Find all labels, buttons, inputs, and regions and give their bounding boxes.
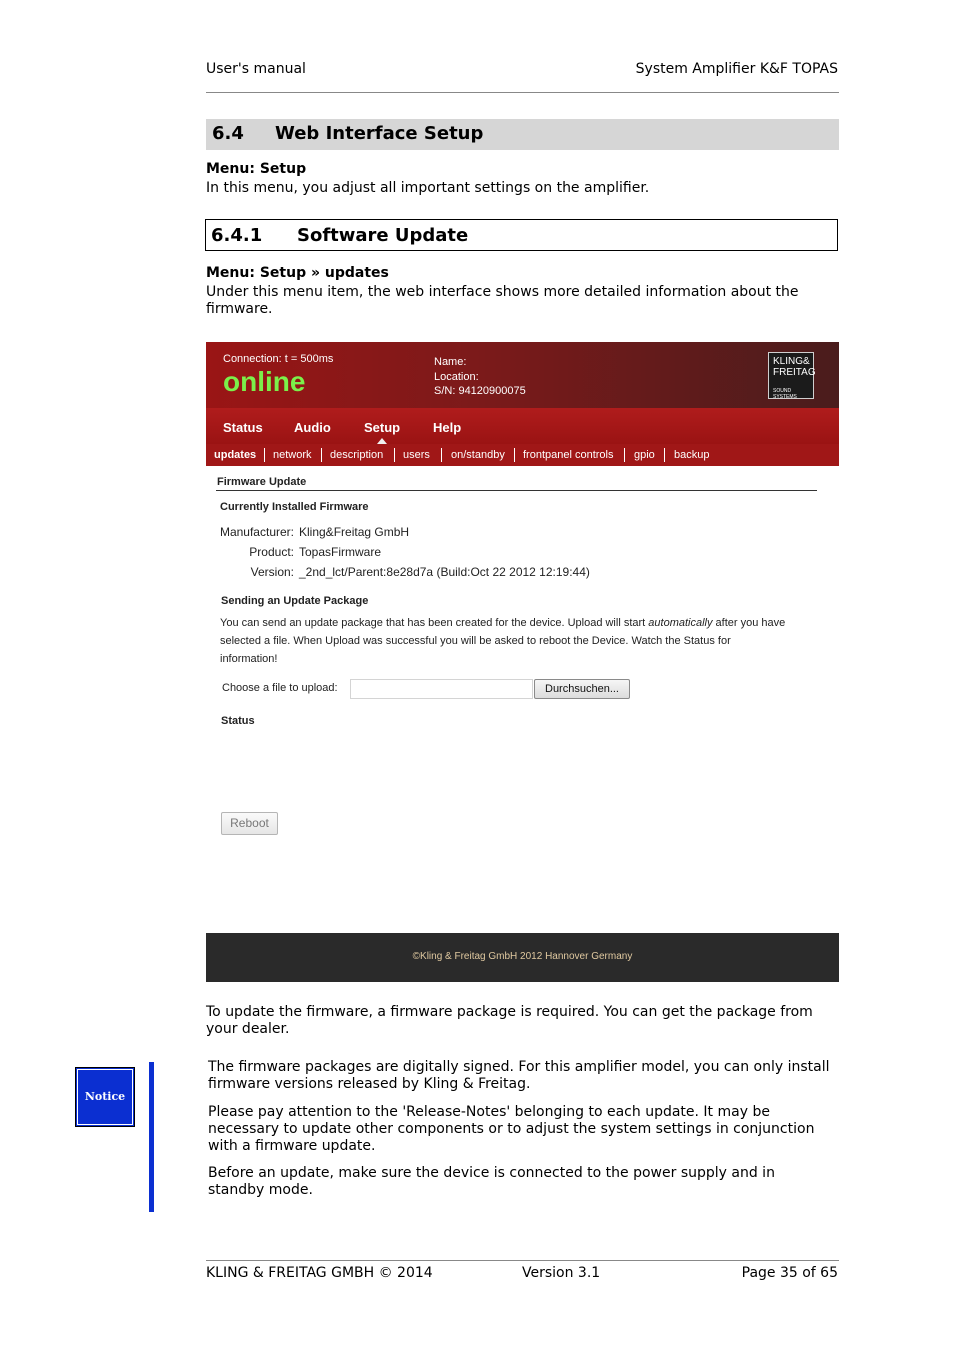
subnav-separator [441, 448, 442, 462]
notice-bar [149, 1062, 154, 1212]
device-name-label: Name: [434, 356, 467, 368]
footer-page-number: Page 35 of 65 [741, 1265, 838, 1281]
version-label: Version: [250, 565, 294, 579]
subnav-separator [664, 448, 665, 462]
header-product: System Amplifier K&F TOPAS [635, 61, 838, 77]
section-menu-label: Menu: Setup [206, 161, 307, 177]
update-requirement-text: To update the firmware, a firmware package is required. You can get the package from your dealer. [206, 1004, 813, 1037]
nav-tab-audio[interactable]: Audio [294, 420, 331, 435]
footer-company: KLING & FREITAG GMBH © 2014 [206, 1265, 433, 1281]
version-value: _2nd_lct/Parent:8e28d7a (Build:Oct 22 2012 12:19:44) [299, 565, 590, 579]
file-upload-input[interactable] [350, 679, 533, 699]
notice-label: Notice [84, 1090, 126, 1103]
online-indicator: online [223, 366, 306, 397]
section-title: Web Interface Setup [275, 123, 484, 144]
nav-tab-help[interactable]: Help [433, 420, 462, 435]
subnav-gpio[interactable]: gpio [634, 449, 655, 461]
notice-paragraph-1: The firmware packages are digitally signed. For this amplifier model, you can only install firmware versions released by Kling & Freitag. [208, 1059, 830, 1092]
sending-package-heading: Sending an Update Package [221, 595, 369, 607]
header-rule [206, 92, 839, 93]
sending-text-part-2: after you have [712, 617, 786, 629]
notice-paragraph-3: Before an update, make sure the device is connected to the power supply and in standby mode. [208, 1165, 775, 1198]
logo-line-3: SOUND SYSTEMS [773, 388, 797, 400]
section-number: 6.4 [212, 123, 244, 144]
header-doc-type: User's manual [206, 61, 306, 77]
subnav-updates[interactable]: updates [214, 449, 257, 461]
logo-line-2: FREITAG [773, 367, 816, 378]
logo-line-1: KLING& [773, 356, 810, 367]
subnav-description[interactable]: description [330, 449, 384, 461]
subsection-title: Software Update [297, 225, 469, 246]
web-footer [206, 933, 839, 982]
subnav-network[interactable]: network [273, 449, 312, 461]
installed-firmware-heading: Currently Installed Firmware [220, 501, 369, 513]
manufacturer-value: Kling&Freitag GmbH [299, 525, 410, 539]
manufacturer-label: Manufacturer: [219, 525, 294, 539]
subnav-separator [514, 448, 515, 462]
product-value: TopasFirmware [299, 545, 382, 559]
footer-rule [206, 1260, 839, 1261]
product-label: Product: [249, 545, 294, 559]
reboot-button[interactable]: Reboot [221, 812, 278, 835]
subnav-separator [394, 448, 395, 462]
notice-paragraph-2: Please pay attention to the 'Release-Notes' belonging to each update. It may be necessary to update other components or to adjust the system settings in conjunction with a firmware update. [208, 1104, 815, 1154]
sending-text-line-2: selected a file. When Upload was successful you will be asked to reboot the Device. Watch the Status for [220, 635, 731, 647]
panel-title-rule [216, 490, 817, 491]
choose-file-label: Choose a file to upload: [222, 682, 338, 694]
section-text: In this menu, you adjust all important settings on the amplifier. [206, 180, 650, 196]
sending-text-line-3: information! [220, 653, 278, 665]
sending-text-line-1 [220, 617, 785, 629]
subnav-separator [624, 448, 625, 462]
subsection-menu-label: Menu: Setup » updates [206, 265, 389, 281]
sending-text-part-1: You can send an update package that has been created for the device. Upload will start [220, 617, 649, 629]
browse-button[interactable]: Durchsuchen... [534, 679, 630, 699]
notice-badge [75, 1067, 135, 1127]
subsection-text: Under this menu item, the web interface shows more detailed information about the firmware. [206, 284, 799, 317]
subnav-backup[interactable]: backup [674, 449, 710, 461]
kling-freitag-logo [768, 352, 814, 399]
subsection-number: 6.4.1 [211, 225, 263, 246]
active-tab-arrow-icon [377, 438, 387, 444]
connection-status: Connection: t = 500ms [223, 353, 334, 365]
status-heading: Status [221, 715, 255, 727]
subnav-separator [321, 448, 322, 462]
nav-tab-setup[interactable]: Setup [364, 420, 401, 435]
subnav-on-standby[interactable]: on/standby [451, 449, 505, 461]
nav-tab-status[interactable]: Status [223, 420, 263, 435]
panel-title: Firmware Update [217, 476, 307, 488]
subnav-frontpanel-controls[interactable]: frontpanel controls [523, 449, 614, 461]
sending-text-emphasis: automatically [648, 617, 713, 629]
subnav-separator [264, 448, 265, 462]
footer-version: Version 3.1 [522, 1265, 601, 1281]
subnav-users[interactable]: users [403, 449, 430, 461]
web-footer-copyright: ©Kling & Freitag GmbH 2012 Hannover Germany [412, 951, 633, 962]
web-interface-screenshot [206, 342, 839, 982]
device-serial: S/N: 94120900075 [434, 385, 526, 397]
device-location-label: Location: [434, 371, 479, 383]
